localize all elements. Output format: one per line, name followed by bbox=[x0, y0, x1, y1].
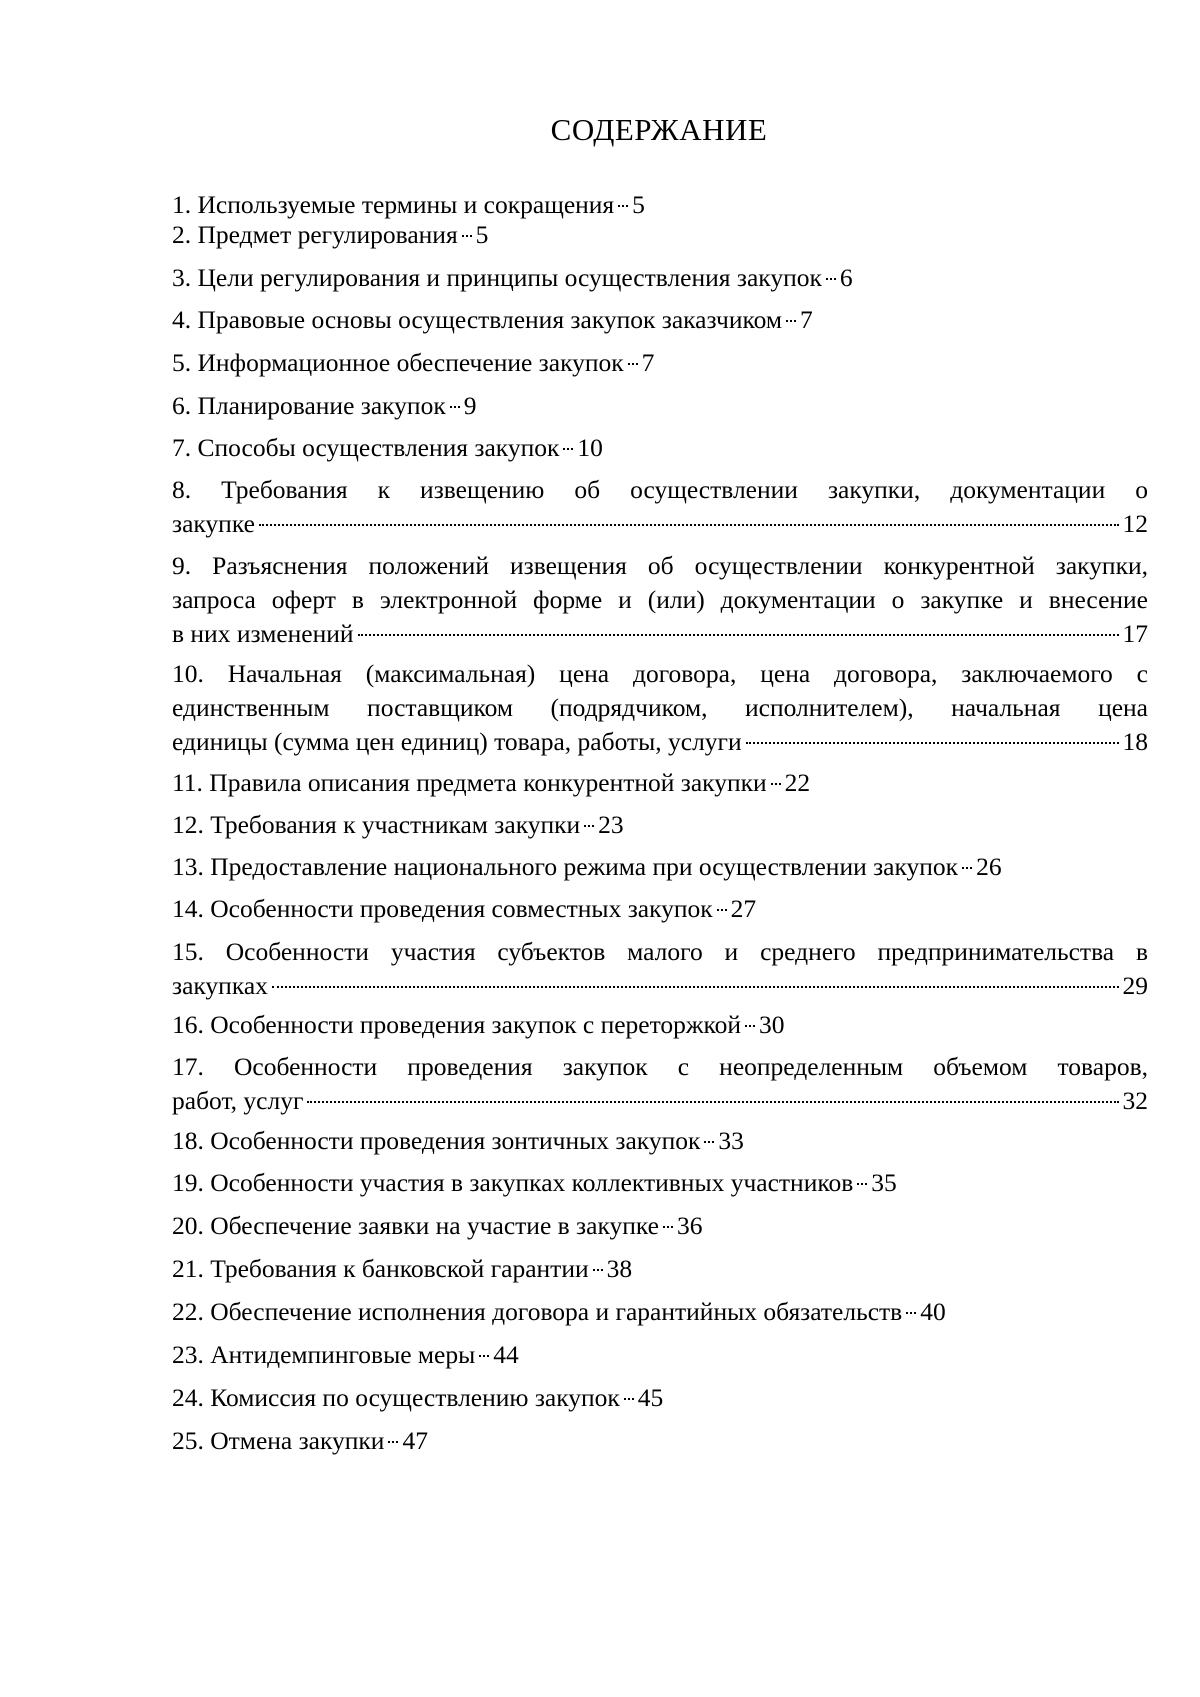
dot-leader bbox=[746, 742, 1119, 744]
toc-page-number: 40 bbox=[920, 1297, 946, 1326]
toc-entry-label: 21. Требования к банковской гарантии bbox=[172, 1254, 589, 1283]
toc-entry bbox=[172, 188, 1148, 222]
toc-entry bbox=[172, 218, 1148, 252]
toc-entry bbox=[172, 1338, 1148, 1372]
toc-entry-line: единственным поставщиком (подрядчиком, исполнителем), начальная цена bbox=[172, 693, 1148, 722]
toc-entry-label: 14. Особенности проведения совместных закупок bbox=[172, 894, 713, 923]
dot-leader bbox=[717, 909, 727, 911]
toc-entry-label: 13. Предоставление национального режима при осуществлении закупок bbox=[172, 852, 959, 881]
toc-entry-label: 19. Особенности участия в закупках коллективных участников bbox=[172, 1168, 854, 1197]
toc-page-number: 45 bbox=[637, 1383, 664, 1412]
dot-leader bbox=[624, 1398, 634, 1400]
dot-leader bbox=[259, 524, 1119, 526]
toc-entry-line: 10. Начальная (максимальная) цена договора, цена договора, заключаемого с bbox=[172, 659, 1148, 688]
dot-leader bbox=[462, 235, 472, 237]
dot-leader bbox=[563, 448, 573, 450]
toc-entry-label: 18. Особенности проведения зонтичных закупок bbox=[172, 1126, 701, 1155]
toc-entry-label: 22. Обеспечение исполнения договора и гарантийных обязательств bbox=[172, 1297, 903, 1326]
toc-page-number: 22 bbox=[784, 768, 811, 797]
toc-entry bbox=[172, 1295, 1148, 1329]
toc-entry bbox=[172, 657, 1148, 759]
toc-page-number: 29 bbox=[1122, 971, 1148, 1000]
toc-page-number: 18 bbox=[1122, 727, 1148, 756]
toc-title: СОДЕРЖАНИЕ bbox=[550, 112, 768, 147]
toc-page-number: 5 bbox=[475, 220, 489, 249]
toc-entry bbox=[172, 303, 1148, 337]
toc-entry bbox=[172, 1050, 1148, 1118]
toc-entry-label: 3. Цели регулирования и принципы осуществления закупок bbox=[172, 263, 822, 292]
toc-entry bbox=[172, 261, 1148, 295]
toc-entry bbox=[172, 766, 1148, 800]
dot-leader bbox=[704, 1141, 714, 1143]
toc-page-number: 32 bbox=[1122, 1086, 1148, 1115]
dot-leader bbox=[593, 1269, 603, 1271]
toc-entry bbox=[172, 1008, 1148, 1042]
toc-page-number: 23 bbox=[598, 810, 624, 839]
toc-entry bbox=[172, 1252, 1148, 1286]
toc-entry-label: 11. Правила описания предмета конкурентной закупки bbox=[172, 768, 767, 797]
toc-page-number: 30 bbox=[759, 1010, 785, 1039]
dot-leader bbox=[857, 1183, 867, 1185]
toc-entry-label: 5. Информационное обеспечение закупок bbox=[172, 348, 624, 377]
dot-leader bbox=[272, 986, 1119, 988]
toc-entry-label: закупке bbox=[172, 509, 255, 538]
toc-page-number: 26 bbox=[976, 852, 1002, 881]
dot-leader bbox=[307, 1101, 1118, 1103]
toc-page-number: 5 bbox=[632, 190, 645, 219]
dot-leader bbox=[628, 363, 638, 365]
dot-leader bbox=[618, 205, 628, 207]
toc-entry-label: 4. Правовые основы осуществления закупок заказчиком bbox=[172, 305, 782, 334]
toc-entry-line: 15. Особенности участия субъектов малого и среднего предпринимательства в bbox=[172, 937, 1148, 966]
dot-leader bbox=[584, 825, 594, 827]
toc-entry-label: 2. Предмет регулирования bbox=[172, 220, 458, 249]
toc-entry bbox=[172, 389, 1148, 423]
toc-entry bbox=[172, 1209, 1148, 1243]
toc-entry-label: 24. Комиссия по осуществлению закупок bbox=[172, 1383, 620, 1412]
toc-entry-label: единицы (сумма цен единиц) товара, работы, услуги bbox=[172, 727, 742, 756]
toc-entry-label: работ, услуг bbox=[172, 1086, 304, 1115]
toc-entry-label: 12. Требования к участникам закупки bbox=[172, 810, 581, 839]
dot-leader bbox=[771, 783, 781, 785]
dot-leader bbox=[450, 406, 460, 408]
toc-entry bbox=[172, 1424, 1148, 1458]
toc-page-number: 12 bbox=[1122, 509, 1148, 538]
toc-page-number: 7 bbox=[800, 305, 813, 334]
toc-entry-line: запроса оферт в электронной форме и (или) документации о закупке и внесение bbox=[172, 585, 1148, 614]
toc-page-number: 27 bbox=[730, 894, 757, 923]
toc-entry-label: 25. Отмена закупки bbox=[172, 1426, 385, 1455]
toc-entry bbox=[172, 431, 1148, 465]
toc-page-number: 33 bbox=[718, 1126, 744, 1155]
toc-page-number: 10 bbox=[577, 433, 603, 462]
toc-page-number: 9 bbox=[463, 391, 477, 420]
dot-leader bbox=[745, 1025, 755, 1027]
dot-leader bbox=[479, 1355, 489, 1357]
toc-page-number: 36 bbox=[676, 1211, 703, 1240]
toc-entry-label: в них изменений bbox=[172, 619, 354, 648]
toc-page-number: 38 bbox=[606, 1254, 633, 1283]
dot-leader bbox=[826, 278, 836, 280]
toc-page-number: 7 bbox=[641, 348, 655, 377]
toc-entry bbox=[172, 1124, 1148, 1158]
toc-entry bbox=[172, 1166, 1148, 1200]
toc-page-number: 44 bbox=[493, 1340, 519, 1369]
toc-entry bbox=[172, 935, 1148, 1003]
toc-page-number: 35 bbox=[871, 1168, 897, 1197]
toc-entry bbox=[172, 346, 1148, 380]
dot-leader bbox=[358, 634, 1119, 636]
dot-leader bbox=[388, 1441, 398, 1443]
toc-entry bbox=[172, 808, 1148, 842]
toc-entry bbox=[172, 850, 1148, 884]
dot-leader bbox=[663, 1226, 673, 1228]
toc-page-number: 17 bbox=[1122, 619, 1148, 648]
dot-leader bbox=[962, 867, 972, 869]
toc-entry bbox=[172, 1381, 1148, 1415]
toc-entry bbox=[172, 892, 1148, 926]
toc-entry-label: 1. Используемые термины и сокращения bbox=[172, 190, 615, 219]
toc-entry-line: 8. Требования к извещению об осуществлении закупки, документации о bbox=[172, 475, 1148, 504]
toc-entry-label: закупках bbox=[172, 971, 268, 1000]
toc-entry-line: 17. Особенности проведения закупок с неопределенным объемом товаров, bbox=[172, 1052, 1148, 1081]
toc-page-number: 6 bbox=[839, 263, 853, 292]
toc-entry bbox=[172, 473, 1148, 541]
toc-entry-label: 20. Обеспечение заявки на участие в закупке bbox=[172, 1211, 659, 1240]
toc-page-number: 47 bbox=[402, 1426, 428, 1455]
toc-entry-label: 23. Антидемпинговые меры bbox=[172, 1340, 476, 1369]
toc-entry-label: 16. Особенности проведения закупок с переторжкой bbox=[172, 1010, 742, 1039]
toc-entry-line: 9. Разъяснения положений извещения об осуществлении конкурентной закупки, bbox=[172, 551, 1148, 580]
toc-entry-label: 6. Планирование закупок bbox=[172, 391, 446, 420]
dot-leader bbox=[906, 1312, 916, 1314]
toc-entry-label: 7. Способы осуществления закупок bbox=[172, 433, 560, 462]
toc-entry bbox=[172, 549, 1148, 651]
dot-leader bbox=[786, 320, 796, 322]
